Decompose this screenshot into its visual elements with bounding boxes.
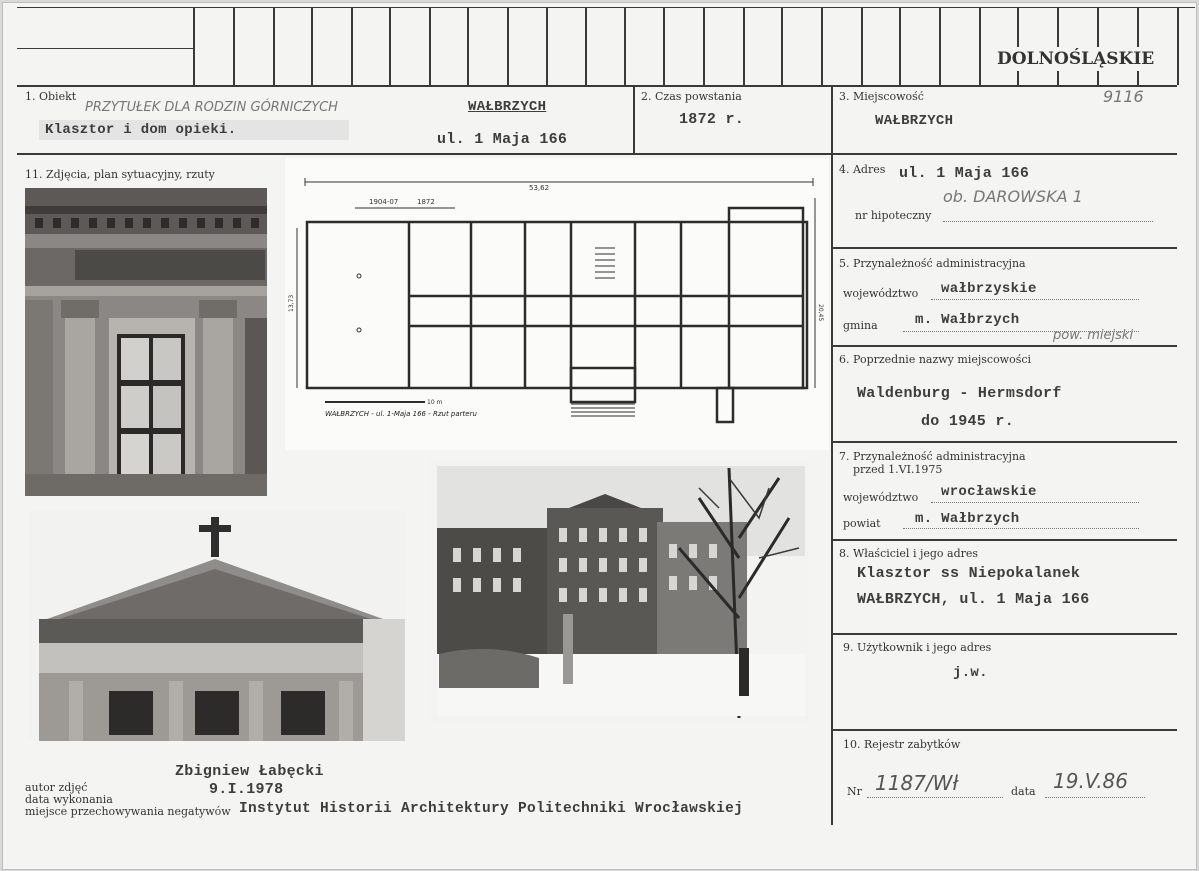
- miejscowosc-label: 3. Miejscowość: [839, 90, 924, 103]
- rejestr-label: 10. Rejestr zabytków: [843, 738, 961, 751]
- wlasciciel-line2: WAŁBRZYCH, ul. 1 Maja 166: [857, 591, 1090, 608]
- przed-powiat-value: m. Wałbrzych: [915, 511, 1020, 527]
- plan-dim-a: 1904-07: [369, 198, 399, 206]
- obiekt-label: 1. Obiekt: [25, 90, 77, 103]
- czas-label: 2. Czas powstania: [641, 90, 742, 103]
- przed-woj-value: wrocławskie: [941, 484, 1037, 500]
- plan-dim-total: 53,62: [529, 184, 550, 192]
- miejscowosc-value: WAŁBRZYCH: [875, 113, 954, 129]
- adres-value: ul. 1 Maja 166: [899, 165, 1030, 182]
- region-title: DOLNOŚLĄSKIE: [993, 47, 1158, 71]
- obiekt-city-stamp: WAŁBRZYCH: [468, 99, 547, 115]
- photo-facade-detail: [25, 188, 267, 496]
- plan-caption: WAŁBRZYCH - ul. 1-Maja 166 - Rzut parteru: [325, 410, 477, 418]
- przynaleznosc-woj-label: województwo: [843, 287, 919, 300]
- przed-woj-label: województwo: [843, 491, 919, 504]
- przynaleznosc-label: 5. Przynależność administracyjna: [839, 257, 1026, 270]
- poprzednie-line1: Waldenburg - Hermsdorf: [857, 385, 1062, 402]
- przed-label1: 7. Przynależność administracyjna: [839, 450, 1026, 463]
- przed-label2: przed 1.VI.1975: [853, 463, 943, 476]
- adres-label: 4. Adres: [839, 163, 886, 176]
- rejestr-nr-label: Nr: [847, 785, 862, 798]
- autor-label: autor zdjęć: [25, 781, 88, 794]
- przynaleznosc-woj-value: wałbrzyskie: [941, 281, 1037, 297]
- przynaleznosc-gmina-value: m. Wałbrzych: [915, 312, 1020, 328]
- rejestr-data-value: 19.V.86: [1053, 769, 1128, 793]
- floor-plan: [285, 158, 829, 450]
- przed-powiat-label: powiat: [843, 517, 881, 530]
- photo-pediment: [29, 511, 405, 741]
- autor-value: Zbigniew Łabęcki: [175, 763, 324, 780]
- photos-label: 11. Zdjęcia, plan sytuacyjny, rzuty: [25, 168, 215, 181]
- rejestr-nr-value: 1187/Wł: [875, 771, 959, 795]
- photo-building-winter: [429, 458, 809, 722]
- plan-dim-b: 1872: [417, 198, 435, 206]
- data-wykonania-label: data wykonania: [25, 793, 113, 806]
- czas-value: 1872 r.: [679, 111, 745, 128]
- adres-handwritten: ob. DAROWSKA 1: [943, 187, 1083, 206]
- obiekt-street: ul. 1 Maja 166: [437, 131, 568, 148]
- wlasciciel-line1: Klasztor ss Niepokalanek: [857, 565, 1081, 582]
- miejscowosc-number: 9116: [1103, 87, 1144, 106]
- przynaleznosc-handwritten: pow. miejski: [1053, 328, 1134, 343]
- data-wykonania-value: 9.I.1978: [209, 781, 284, 798]
- wlasciciel-label: 8. Właściciel i jego adres: [839, 547, 979, 560]
- obiekt-name: Klasztor i dom opieki.: [39, 120, 349, 140]
- poprzednie-label: 6. Poprzednie nazwy miejscowości: [839, 353, 1032, 366]
- przynaleznosc-gmina-label: gmina: [843, 319, 878, 332]
- uzytkownik-value: j.w.: [953, 665, 988, 681]
- uzytkownik-label: 9. Użytkownik i jego adres: [843, 641, 992, 654]
- poprzednie-line2: do 1945 r.: [921, 413, 1015, 430]
- miejsce-value: Instytut Historii Architektury Politechniki Wrocławskiej: [239, 801, 744, 817]
- hipoteczny-label: nr hipoteczny: [855, 209, 932, 222]
- rejestr-data-label: data: [1011, 785, 1036, 798]
- plan-dim-left: 13,73: [288, 294, 295, 312]
- obiekt-handwritten: PRZYTUŁEK DLA RODZIN GÓRNICZYCH: [85, 100, 338, 115]
- plan-dim-right: 20,45: [817, 304, 824, 322]
- record-card: [2, 2, 1197, 870]
- miejsce-label: miejsce przechowywania negatywów: [25, 805, 231, 818]
- plan-scale-end: 10 m: [427, 399, 443, 406]
